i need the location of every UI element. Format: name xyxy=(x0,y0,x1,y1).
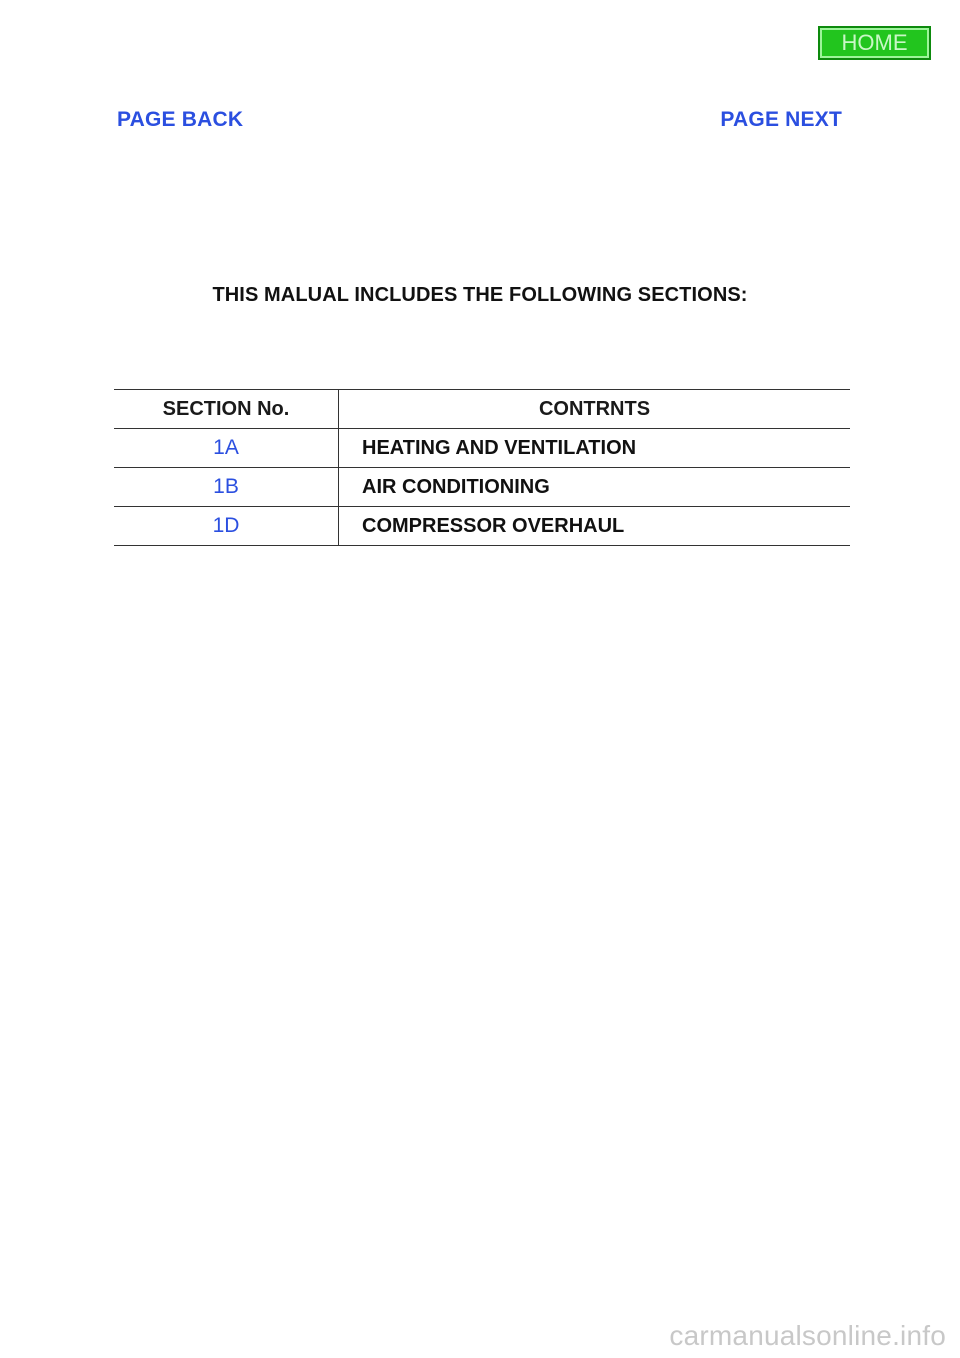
table-row xyxy=(114,468,850,507)
contents-header: CONTRNTS xyxy=(339,390,851,429)
section-link-1d[interactable]: 1D xyxy=(212,514,240,537)
section-contents-cell: AIR CONDITIONING xyxy=(339,468,851,507)
home-button[interactable]: HOME xyxy=(818,26,931,60)
page-back-link[interactable]: PAGE BACK xyxy=(117,108,244,131)
section-number-header: SECTION No. xyxy=(114,390,339,429)
section-link-1a[interactable]: 1A xyxy=(213,436,239,459)
section-contents-cell: HEATING AND VENTILATION xyxy=(339,429,851,468)
table-row xyxy=(114,507,850,546)
section-number-cell xyxy=(114,468,339,507)
watermark: carmanualsonline.info xyxy=(669,1320,946,1351)
intro-heading: THIS MALUAL INCLUDES THE FOLLOWING SECTIONS: xyxy=(212,284,748,306)
section-number-cell xyxy=(114,507,339,546)
sections-table xyxy=(114,389,850,546)
table-row xyxy=(114,429,850,468)
section-number-cell xyxy=(114,429,339,468)
page-next-link[interactable]: PAGE NEXT xyxy=(720,108,842,131)
section-contents-cell: COMPRESSOR OVERHAUL xyxy=(339,507,851,546)
section-link-1b[interactable]: 1B xyxy=(213,475,239,498)
table-header-row xyxy=(114,390,850,429)
